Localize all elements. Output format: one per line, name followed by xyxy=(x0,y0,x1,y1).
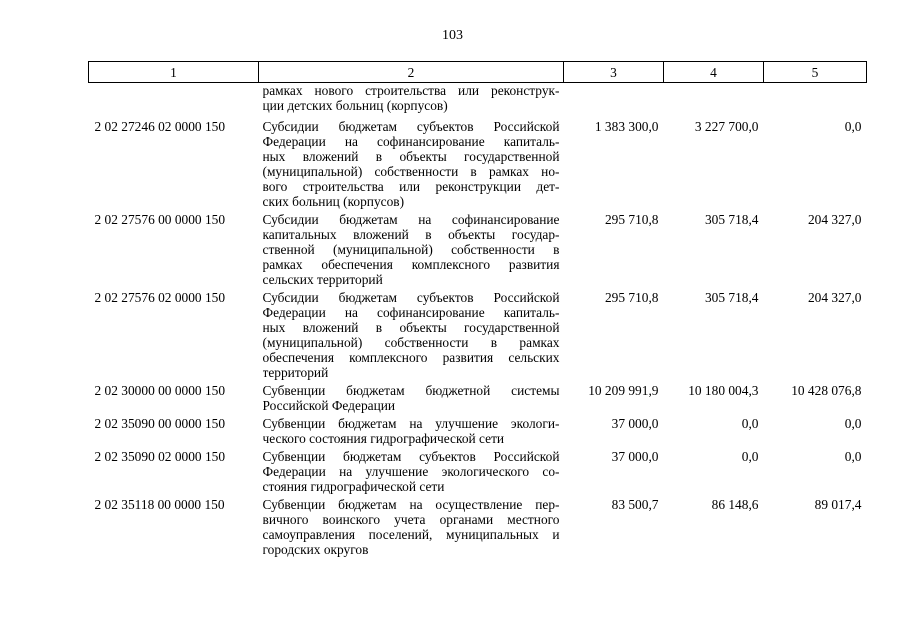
row-name-line: ственной (муниципальной) собственности в xyxy=(262,242,560,257)
row-name xyxy=(259,209,564,287)
table-row-continuation xyxy=(89,83,867,117)
page-number: 103 xyxy=(442,28,463,43)
row-value-col3: 295 710,8 xyxy=(604,290,659,305)
row-value-col4: 305 718,4 xyxy=(704,212,759,227)
row-value-col4: 3 227 700,0 xyxy=(694,119,759,134)
row-code: 2 02 35090 02 0000 150 xyxy=(94,449,226,464)
row-name-line: вичного воинского учета органами местного xyxy=(262,512,560,527)
row-code xyxy=(89,83,259,117)
row-name-line: Федерации на софинансирование капиталь- xyxy=(262,305,560,320)
row-value-col4: 10 180 004,3 xyxy=(688,383,759,398)
table-row xyxy=(89,446,867,494)
row-value-col5: 0,0 xyxy=(844,449,862,464)
row-name xyxy=(259,494,564,557)
row-name-line: Субсидии бюджетам субъектов Российской xyxy=(262,119,560,134)
row-name-line: ных вложений в объекты государственной xyxy=(262,149,560,164)
table-row xyxy=(89,287,867,380)
row-value-col4: 305 718,4 xyxy=(704,290,759,305)
row-value-col3: 10 209 991,9 xyxy=(588,383,659,398)
row-value-col5: 0,0 xyxy=(844,119,862,134)
column-header-5: 5 xyxy=(764,62,867,83)
row-name-line: обеспечения комплексного развития сельских xyxy=(262,350,560,365)
row-name-line: Субсидии бюджетам субъектов Российской xyxy=(262,290,560,305)
row-code: 2 02 30000 00 0000 150 xyxy=(94,383,226,398)
row-name-line: Субсидии бюджетам на софинансирование xyxy=(262,212,560,227)
row-name xyxy=(259,287,564,380)
row-value-col4: 0,0 xyxy=(741,449,759,464)
table-row xyxy=(89,413,867,446)
budget-table xyxy=(88,61,867,557)
row-name-line: ских больниц (корпусов) xyxy=(262,194,405,209)
row-name-line: рамках нового строительства или реконструк- xyxy=(262,83,560,98)
row-name-line: Субвенции бюджетам на осуществление пер- xyxy=(262,497,560,512)
row-value-col3: 37 000,0 xyxy=(611,449,659,464)
column-header-4: 4 xyxy=(664,62,764,83)
row-name-line: капитальных вложений в объекты государ- xyxy=(262,227,560,242)
row-code: 2 02 27576 02 0000 150 xyxy=(94,290,226,305)
row-name xyxy=(259,380,564,413)
row-value-col4: 86 148,6 xyxy=(711,497,759,512)
column-header-3: 3 xyxy=(564,62,664,83)
row-value-col5: 0,0 xyxy=(844,416,862,431)
row-name-line: Российской Федерации xyxy=(262,398,396,413)
table-row xyxy=(89,116,867,209)
row-name-line: сельских территорий xyxy=(262,272,383,287)
row-value-col3: 37 000,0 xyxy=(611,416,659,431)
row-name-line: ческого состояния гидрографической сети xyxy=(262,431,505,446)
table-row xyxy=(89,494,867,557)
row-code: 2 02 27576 00 0000 150 xyxy=(94,212,226,227)
row-code: 2 02 27246 02 0000 150 xyxy=(94,119,226,134)
column-header-1: 1 xyxy=(89,62,259,83)
table-header-row xyxy=(89,62,867,83)
row-name-line: ных вложений в объекты государственной xyxy=(262,320,560,335)
row-value-col3: 295 710,8 xyxy=(604,212,659,227)
row-value-col5: 89 017,4 xyxy=(814,497,862,512)
row-name xyxy=(259,83,564,117)
table-row xyxy=(89,380,867,413)
row-name xyxy=(259,446,564,494)
row-value-col3: 83 500,7 xyxy=(611,497,659,512)
table-row xyxy=(89,209,867,287)
row-value-col5: 204 327,0 xyxy=(807,212,862,227)
row-name-line: Федерации на софинансирование капиталь- xyxy=(262,134,560,149)
row-code: 2 02 35118 00 0000 150 xyxy=(94,497,225,512)
row-name-line: (муниципальной) собственности в рамках xyxy=(262,335,560,350)
row-name-line: Субвенции бюджетам на улучшение экологи- xyxy=(262,416,560,431)
row-name xyxy=(259,413,564,446)
row-name-line: вого строительства или реконструкции дет- xyxy=(262,179,560,194)
column-header-2: 2 xyxy=(259,62,564,83)
row-name-line: Субвенции бюджетам бюджетной системы xyxy=(262,383,560,398)
row-name-line: ции детских больниц (корпусов) xyxy=(262,98,448,113)
row-value-col4: 0,0 xyxy=(741,416,759,431)
row-name-line: стояния гидрографической сети xyxy=(262,479,445,494)
row-name-line: Федерации на улучшение экологического со- xyxy=(262,464,560,479)
row-name xyxy=(259,116,564,209)
row-value-col5: 10 428 076,8 xyxy=(791,383,862,398)
row-name-line: рамках обеспечения комплексного развития xyxy=(262,257,560,272)
row-name-line: самоуправления поселений, муниципальных и xyxy=(262,527,560,542)
table-body xyxy=(89,83,867,558)
row-name-line: (муниципальной) собственности в рамках но- xyxy=(262,164,560,179)
row-code: 2 02 35090 00 0000 150 xyxy=(94,416,226,431)
row-name-line: городских округов xyxy=(262,542,369,557)
row-name-line: Субвенции бюджетам субъектов Российской xyxy=(262,449,560,464)
row-value-col5: 204 327,0 xyxy=(807,290,862,305)
row-name-line: территорий xyxy=(262,365,329,380)
row-value-col3: 1 383 300,0 xyxy=(594,119,659,134)
